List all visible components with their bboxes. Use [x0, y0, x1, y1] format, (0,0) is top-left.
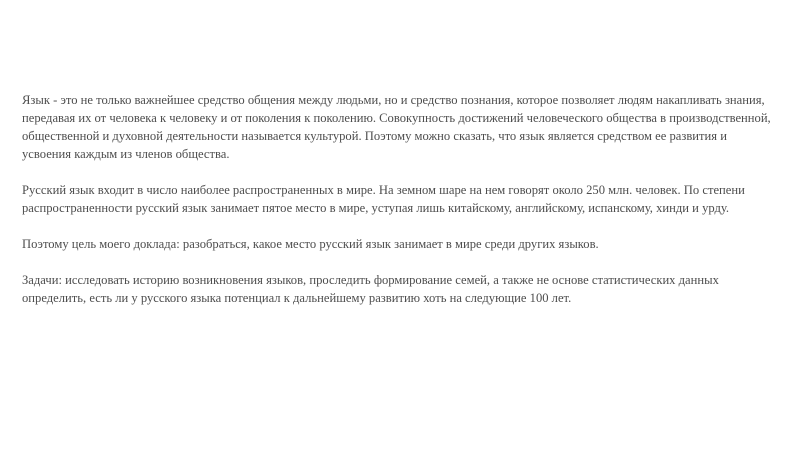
paragraph-tasks: Задачи: исследовать историю возникновения языков, проследить формирование семей, а также не основе статистических данных определить, есть ли у русского языка потенциал к дальнейшему развитию хоть на следующие 100 лет.: [22, 273, 719, 305]
paragraph-goal: Поэтому цель моего доклада: разобраться, какое место русский язык занимает в мире среди других языков.: [22, 237, 599, 251]
paragraph-prevalence: Русский язык входит в число наиболее распространенных в мире. На земном шаре на нем говорят около 250 млн. человек. По степени распространенности русский язык занимает пятое место в мире, уступая лишь китайскому, английскому, испанскому, хинди и урду.: [22, 183, 745, 215]
paragraph-intro: Язык - это не только важнейшее средство общения между людьми, но и средство познания, которое позволяет людям накапливать знания, передавая их от человека к человеку и от поколения к поколению. Совокупность достижений человеческого общества в производственной, общественной и духовной деятельности называется культурой. Поэтому можно сказать, что язык является средством ее развития и усвоения каждым из членов общества.: [22, 93, 771, 161]
